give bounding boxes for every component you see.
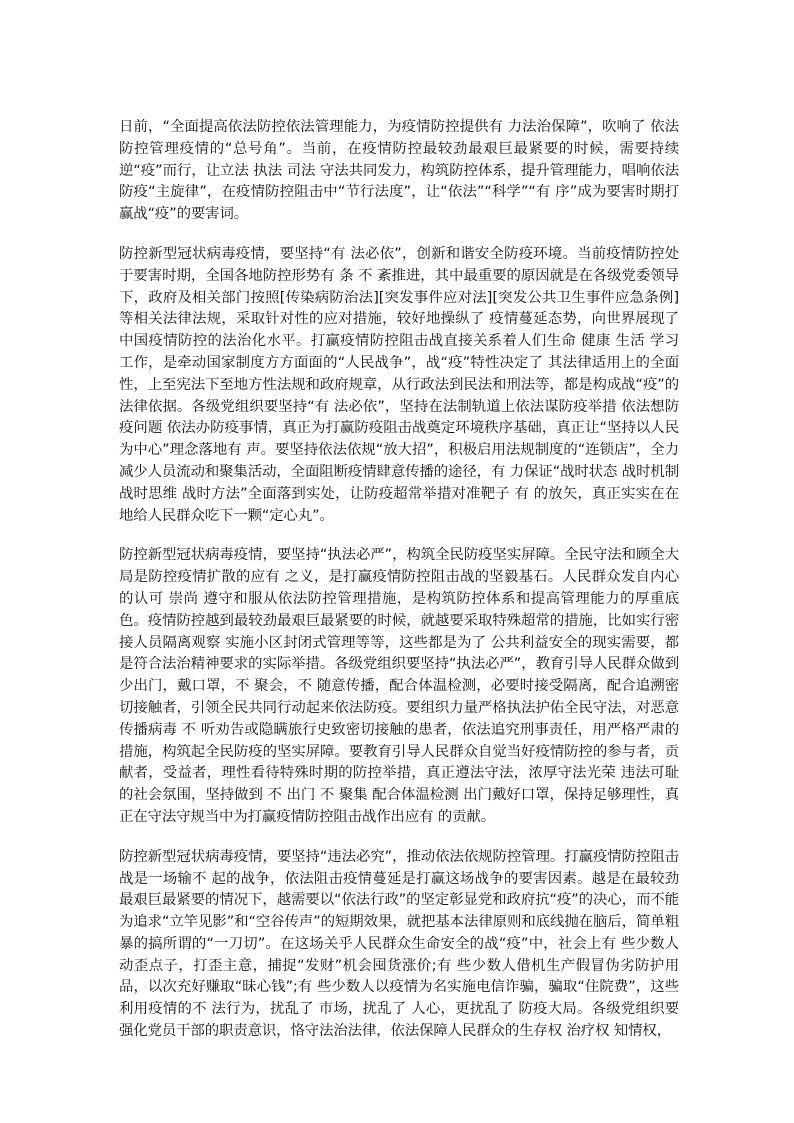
paragraph-rule-of-law: 防控新型冠状病毒疫情，要坚持“有 法必依”，创新和谐安全防疫环境。当前疫情防控处于要害时期，全国各地防控形势有 条 不 紊推进，其中最重要的原因就是在各级党委领导下，政府及相关部门按照[传染病防治法][突发事件应对法][突发公共卫生事件应急条例]等相关法律法规，采取针对性的应对措施，较好地操纵了 疫情蔓延态势，向世界展现了 中国疫情防控的法治化水平。打赢疫情防控阻击战直接关系着人们生命 健康 生活 学习 工作，是牵动国家制度方方面面的“人民战争”，战“疫”特性决定了 其法律适用上的全面性，上至宪法下至地方性法规和政府规章，从行政法到民法和刑法等，都是构成战“疫”的法律依据。各级党组织要坚持“有 法必依”，坚持在法制轨道上依法谋防疫举措 依法想防疫问题 依法办防疫事情，真正为打赢防疫阻击战奠定环境秩序基础，真正让“坚持以人民为中心”理念落地有 声。要坚持依法依规“放大招”，积极启用法规制度的“连锁店”，全力减少人员流动和聚集活动，全面阻断疫情肆意传播的途径，有 力保证“战时状态 战时机制 战时思维 战时方法”全面落到实处，让防疫超常举措对准靶子 有 的放矢，真正实实在在地给人民群众吃下一颗“定心丸”。 <box>119 245 679 524</box>
paragraph-strict-enforcement: 防控新型冠状病毒疫情，要坚持“执法必严”，构筑全民防疫坚实屏障。全民守法和顾全大局是防控疫情扩散的应有 之义，是打赢疫情防控阻击战的坚毅基石。人民群众发自内心的认可 崇尚 遵守和服从依法防控管理措施，是构筑防控体系和提高管理能力的厚重底色。疫情防控越到最较劲最艰巨最紧要的时候，就越要采取特殊超常的措施，比如实行密接人员隔离观察 实施小区封闭式管理等等，这些都是为了 公共利益安全的现实需要，都是符合法治精神要求的实际举措。各级党组织要坚持“执法必严”，教育引导人民群众做到少出门，戴口罩，不 聚会，不 随意传播，配合体温检测，必要时接受隔离，配合追溯密切接触者，引领全民共同行动起来依法防疫。要组织力量严格执法护佑全民守法，对恶意传播病毒 不 听劝告或隐瞒旅行史致密切接触的患者，依法追究刑事责任，用严格严肃的措施，构筑起全民防疫的坚实屏障。要教育引导人民群众自觉当好疫情防控的参与者，贡献者，受益者，理性看待特殊时期的防控举措，真正遵法守法，浓厚守法光荣 违法可耻的社会氛围，坚持做到 不 出门 不 聚集 配合体温检测 出门戴好口罩，保持足够理性，真正在守法守规当中为打赢疫情防控阻击战作出应有 的贡献。 <box>119 547 679 825</box>
document-body <box>119 117 679 1061</box>
paragraph-violations-prosecuted: 防控新型冠状病毒疫情，要坚持“违法必究”，推动依法依规防控管理。打赢疫情防控阻击战是一场输不 起的战争，依法阻击疫情蔓延是打赢这场战争的要害因素。越是在最较劲最艰巨最紧要的情况下，越需要以“依法行政”的坚定彰显党和政府抗“疫”的决心，而不能为追求“立竿见影”和“空谷传声”的短期效果，就把基本法律原则和底线抛在脑后，简单粗暴的搞所谓的“一刀切”。在这场关乎人民群众生命安全的战“疫”中，社会上有 些少数人动歪点子，打歪主意，捕捉“发财”机会囤货涨价;有 些少数人借机生产假冒伪劣防护用品，以次充好赚取“昧心钱”;有 些少数人以疫情为名实施电信诈骗，骗取“住院费”，这些利用疫情的不 法行为，扰乱了 市场，扰乱了 人心，更扰乱了 防疫大局。各级党组织要强化党员干部的职责意识，恪守法治法律，依法保障人民群众的生存权 治疗权 知情权， <box>119 848 679 1040</box>
paragraph-intro: 日前，“全面提高依法防控依法管理能力，为疫情防控提供有 力法治保障”，吹响了 依法防控管理疫情的“总号角”。当前，在疫情防控最较劲最艰巨最紧要的时候，需要持续逆“疫”而行，让立法 执法 司法 守法共同发力，构筑防控体系，提升管理能力，唱响依法防疫“主旋律”，在疫情防控阻击中“节行法度”，让“依法”“科学”“有 序”成为要害时期打赢战“疫”的要害词。 <box>119 119 679 223</box>
